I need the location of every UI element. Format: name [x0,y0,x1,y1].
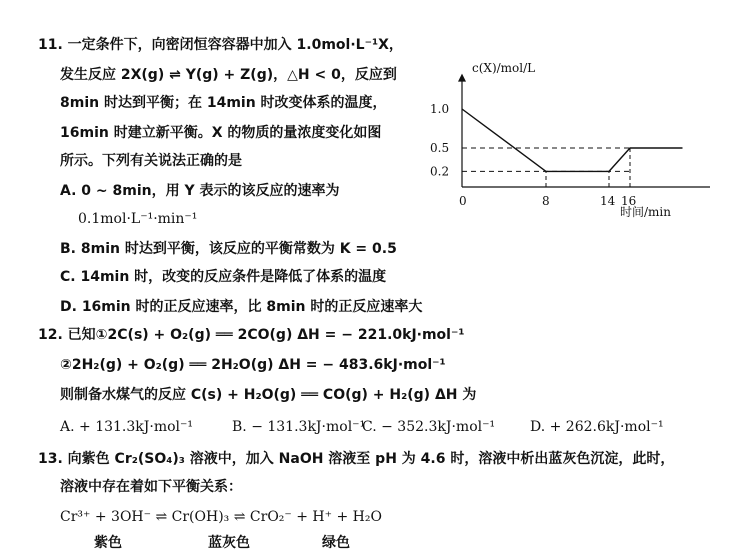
x-tick-label: 0 [459,194,467,208]
q13-equilibrium: Cr³⁺ + 3OH⁻ ⇌ Cr(OH)₃ ⇌ CrO₂⁻ + H⁺ + H₂O [60,509,382,525]
q12-option-c: C. − 352.3kJ·mol⁻¹ [362,419,496,435]
q12-option-d: D. + 262.6kJ·mol⁻¹ [530,419,664,435]
y-axis-arrow [458,74,466,82]
q13-color-green: 绿色 [322,535,350,551]
y-tick-label: 0.5 [430,141,450,155]
q12-option-b: B. − 131.3kJ·mol⁻¹ [232,419,366,435]
q11-option-c: C. 14min 时，改变的反应条件是降低了体系的温度 [60,269,387,285]
q11-option-d: D. 16min 时的正反应速率，比 8min 时的正反应速率大 [60,299,423,315]
y-tick-label: 1.0 [430,102,450,116]
q11-line4: 16min 时建立新平衡。X 的物质的量浓度变化如图 [60,125,382,141]
chart-ylabel: c(X)/mol/L [472,61,536,75]
series-line [462,109,683,171]
q13-line2: 溶液中存在着如下平衡关系： [60,479,242,495]
q11-line3: 8min 时达到平衡；在 14min 时改变体系的温度， [60,95,387,111]
x-tick-label: 16 [621,194,637,208]
q13-color-bluegray: 蓝灰色 [208,535,250,551]
q11-option-b: B. 8min 时达到平衡，该反应的平衡常数为 K = 0.5 [60,241,397,257]
x-tick-label: 14 [600,194,616,208]
x-tick-label: 8 [542,194,550,208]
chart-xlabel: 时间/min [620,205,671,219]
q11-line2: 发生反应 2X(g) ⇌ Y(g) + Z(g)，△H < 0，反应到 [60,67,397,83]
q11-option-a: A. 0 ~ 8min，用 Y 表示的该反应的速率为 [60,183,340,199]
q11-line1: 11. 一定条件下，向密闭恒容容器中加入 1.0mol·L⁻¹X， [38,37,403,53]
q13-color-purple: 紫色 [94,535,122,551]
q12-option-a: A. + 131.3kJ·mol⁻¹ [60,419,193,435]
y-tick-label: 0.2 [430,164,450,179]
q11-line5: 所示。下列有关说法正确的是 [60,153,242,169]
q12-line2: ②2H₂(g) + O₂(g) ══ 2H₂O(g) ΔH = − 483.6kJ·mol⁻¹ [60,357,446,373]
q13-line1: 13. 向紫色 Cr₂(SO₄)₃ 溶液中，加入 NaOH 溶液至 pH 为 4.6 时，溶液中析出蓝灰色沉淀，此时， [38,451,675,467]
q12-line1: 12. 已知①2C(s) + O₂(g) ══ 2CO(g) ΔH = − 221.0kJ·mol⁻¹ [38,327,465,343]
q12-line3: 则制备水煤气的反应 C(s) + H₂O(g) ══ CO(g) + H₂(g) ΔH 为 [60,387,477,403]
q11-option-a-rate: 0.1mol·L⁻¹·min⁻¹ [78,211,198,227]
concentration-chart [420,30,710,230]
